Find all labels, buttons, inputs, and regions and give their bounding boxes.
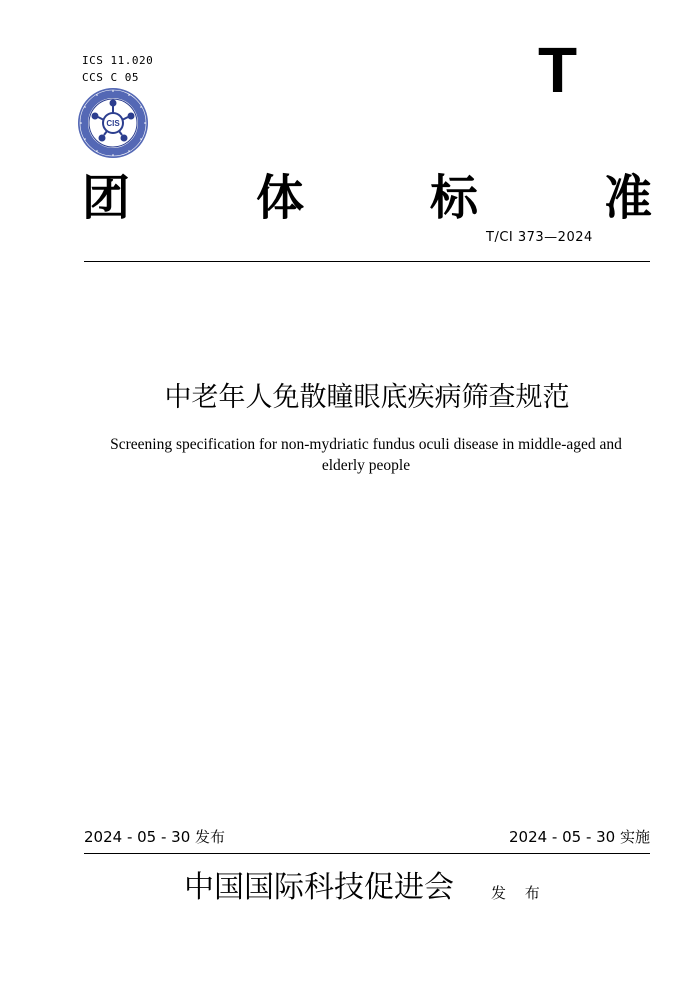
standard-type-title: [82, 170, 652, 226]
standard-code: T/CI 373—2024: [486, 230, 593, 245]
title-char: 团: [82, 170, 131, 226]
title-char: 准: [603, 170, 652, 226]
publish-label: 发 布: [491, 884, 547, 902]
document-title-zh: 中老年人免散瞳眼底疾病筛查规范: [164, 382, 570, 413]
implementation-date: 2024 - 05 - 30 实施: [508, 828, 650, 846]
header-divider: [84, 261, 650, 262]
document-title-en: Screening specification for non-mydriatic fundus oculi disease in middle-aged and elderly people: [110, 436, 622, 474]
organization-logo: [77, 87, 149, 159]
title-char: 标: [429, 170, 478, 226]
ics-code: ICS 11.020: [82, 54, 154, 67]
classification-codes: [82, 52, 153, 86]
standard-category-letter: T: [538, 34, 578, 106]
title-char: 体: [255, 170, 304, 226]
publisher-name: 中国国际科技促进会: [184, 870, 454, 905]
footer-divider: [84, 853, 650, 854]
logo-text: CIS: [106, 119, 120, 128]
release-date: 2024 - 05 - 30 发布: [84, 828, 226, 846]
ccs-code: CCS C 05: [82, 71, 139, 84]
